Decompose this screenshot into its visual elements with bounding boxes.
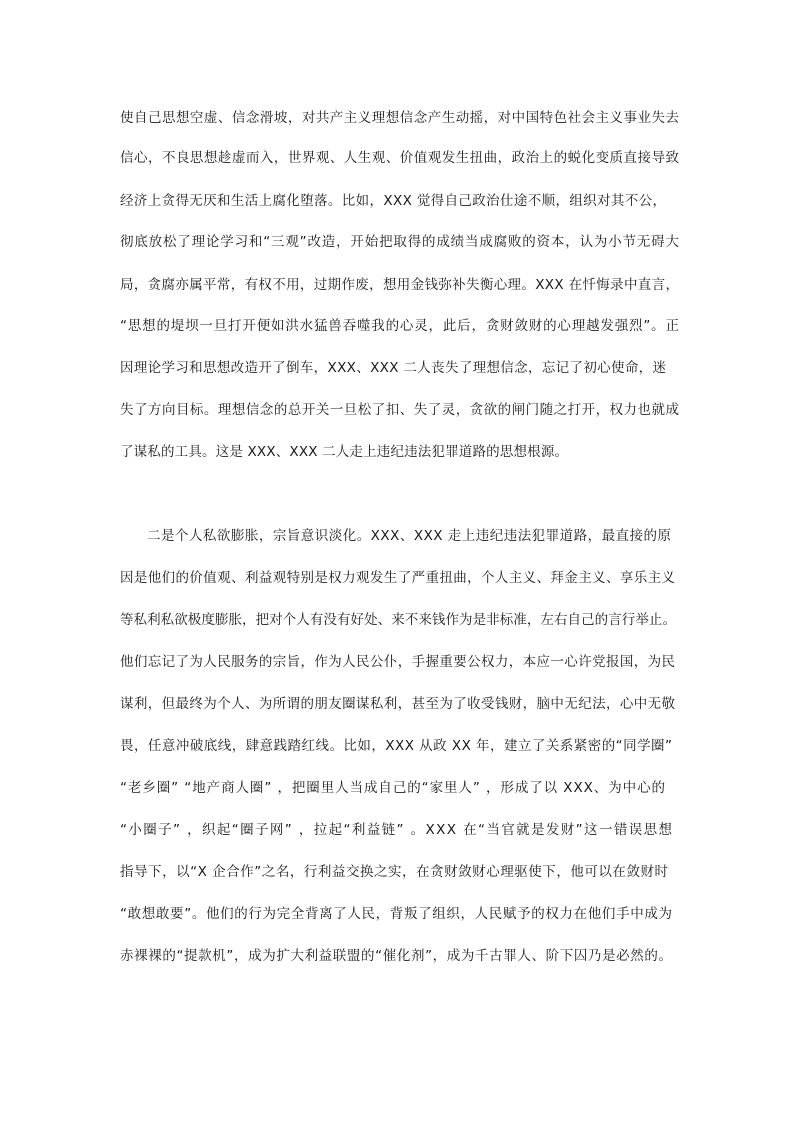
text-line: 了谋私的工具。这是 XXX、XXX 二人走上违纪违法犯罪道路的思想根源。: [120, 444, 569, 460]
text-line: 二是个人私欲膨胀，宗旨意识淡化。XXX、XXX 走上违纪违法犯罪道路，最直接的原: [147, 528, 672, 544]
text-line: 畏，任意冲破底线，肆意践踏红线。比如，XXX 从政 XX 年，建立了关系紧密的“同学圈”: [120, 738, 673, 754]
text-line: “老乡圈” “地产商人圈” ，把圈里人当成自己的“家里人” ，形成了以 XXX、为中心的: [120, 780, 666, 796]
text-line: “小圈子” ，织起“圈子网” ，拉起“利益链” 。XXX 在“当官就是发财”这一错误思想: [120, 822, 674, 838]
text-line: 失了方向目标。理想信念的总开关一旦松了扣、失了灵，贪欲的闸门随之打开，权力也就成: [120, 402, 680, 418]
text-line: 指导下，以“X 企合作”之名，行利益交换之实，在贪财敛财心理驱使下，他可以在敛财时: [120, 864, 669, 880]
text-line: “思想的堤坝一旦打开便如洪水猛兽吞噬我的心灵，此后，贪财敛财的心理越发强烈”。正: [120, 318, 680, 334]
text-line: “敢想敢要”。他们的行为完全背离了人民，背叛了组织，人民赋予的权力在他们手中成为: [120, 906, 673, 922]
text-line: 使自己思想空虚、信念滑坡，对共产主义理想信念产生动摇，对中国特色社会主义事业失去: [120, 110, 680, 126]
text-line: 经济上贪得无厌和生活上腐化堕落。比如，XXX 觉得自己政治仕途不顺，组织对其不公，: [120, 193, 667, 209]
text-line: 信心，不良思想趁虚而入，世界观、人生观、价值观发生扭曲，政治上的蜕化变质直接导致: [120, 150, 680, 166]
text-line: 因是他们的价值观、利益观特别是权力观发生了严重扭曲，个人主义、拜金主义、享乐主义: [120, 570, 676, 586]
text-line: 因理论学习和思想改造开了倒车，XXX、XXX 二人丧失了理想信念，忘记了初心使命，迷: [120, 360, 667, 376]
text-line: 局，贪腐亦属平常，有权不用，过期作废，想用金钱弥补失衡心理。XXX 在忏悔录中直言，: [120, 277, 680, 293]
text-line: 他们忘记了为人民服务的宗旨，作为人民公仆，手握重要公权力，本应一心许党报国，为民: [120, 654, 676, 670]
text-line: 彻底放松了理论学习和“三观”改造，开始把取得的成绩当成腐败的资本，认为小节无碍大: [120, 234, 680, 250]
text-line: 等私利私欲极度膨胀，把对个人有没有好处、来不来钱作为是非标准，左右自己的言行举止。: [120, 612, 677, 628]
text-line: 赤裸裸的“提款机”，成为扩大利益联盟的“催化剂”，成为千古罪人、阶下囚乃是必然的。: [120, 948, 673, 964]
text-line: 谋利，但最终为个人、为所谓的朋友圈谋私利，甚至为了收受钱财，脑中无纪法，心中无敬: [120, 696, 676, 712]
